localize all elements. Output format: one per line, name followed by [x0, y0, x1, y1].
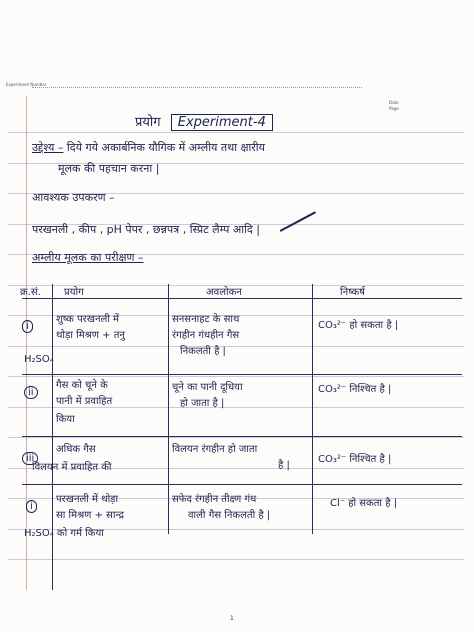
row-number: iii	[22, 452, 38, 465]
row-1-observation-2: रंगहीन गंधहीन गैस	[172, 330, 240, 341]
row-3-observation-1: विलयन रंगहीन हो जाता	[172, 444, 258, 455]
rule-line	[8, 346, 464, 347]
requirements-label: आवश्यक उपकरण –	[32, 191, 115, 204]
row-1-conclusion: CO₃²⁻ हो सकता है |	[318, 320, 399, 331]
row-3-conclusion: CO₃²⁻ निश्चित है |	[318, 454, 392, 465]
row-2-experiment-3: किया	[56, 414, 75, 425]
table-col-divider-1	[52, 284, 53, 590]
row-2-conclusion: CO₃²⁻ निश्चित है |	[318, 384, 392, 395]
row-1-experiment-3: H₂SO₄	[24, 354, 54, 365]
row-number: i	[22, 320, 33, 333]
row-divider-1	[22, 374, 462, 375]
row-4-conclusion: Cl⁻ हो सकता है |	[330, 498, 398, 509]
section-title: अम्लीय मूलक का परीक्षण –	[32, 251, 144, 264]
row-4-experiment-1: परखनली में थोड़ा	[56, 494, 119, 505]
rule-line	[8, 437, 464, 438]
rule-line	[8, 132, 464, 133]
rule-line	[8, 376, 464, 377]
row-number: i	[26, 500, 37, 513]
header-experiment: प्रयोग	[64, 287, 84, 298]
row-4-observation-2: वाली गैस निकलती है |	[188, 510, 271, 521]
aim-line-2: मूलक की पहचान करना |	[58, 162, 160, 175]
row-4-observation-1: सफेद रंगहीन तीक्ष्ण गंध	[172, 494, 257, 505]
aim-label: उद्देश्य –	[32, 141, 64, 154]
date-label: Date	[389, 100, 399, 105]
requirements-items: परखनली , कीप , pH पेपर , छन्नपत्र , स्प्रिट लैम्प आदि |	[32, 223, 260, 236]
row-4-experiment-2: सा मिश्रण + सान्द्र	[56, 510, 124, 521]
row-1-observation-3: निकलती है |	[180, 346, 226, 357]
experiment-number-label: Experiment Number	[6, 82, 47, 87]
row-1-experiment-2: थोड़ा मिश्रण + तनु	[56, 330, 125, 341]
row-1-experiment-1: शुष्क परखनली में	[56, 314, 120, 325]
page-label: Page	[389, 106, 399, 111]
row-3-observation-2: है |	[278, 460, 290, 471]
row-4-experiment-3: H₂SO₄ को गर्म किया	[24, 528, 104, 539]
aim-line-1	[32, 140, 265, 155]
row-divider-2	[22, 436, 462, 437]
row-2-experiment-1: गैस को चूने के	[56, 380, 108, 391]
header-observation: अवलोकन	[206, 287, 242, 298]
aim-text-1: दिये गये अकार्बनिक यौगिक में अम्लीय तथा क्षारीय	[66, 141, 266, 154]
table-col-divider-3	[312, 284, 313, 534]
strike-mark	[280, 211, 316, 231]
row-1-observation-1: सनसनाहट के साथ	[172, 314, 240, 325]
title-english: Experiment-4	[171, 114, 273, 131]
row-3-experiment-2: विलयन में प्रवाहित की	[32, 462, 112, 473]
page-number: 1	[230, 615, 234, 622]
header-serial: क्र.सं.	[20, 287, 41, 298]
title-hindi: प्रयोग	[135, 115, 161, 130]
row-2-experiment-2: पानी में प्रवाहित	[56, 396, 113, 407]
table-top-rule	[22, 298, 462, 299]
row-2-observation-2: हो जाता है |	[180, 398, 225, 409]
header-underline	[32, 87, 362, 88]
row-divider-3	[22, 484, 462, 485]
rule-line	[8, 559, 464, 560]
row-number: ii	[24, 386, 38, 399]
header-conclusion: निष्कर्ष	[340, 287, 365, 298]
table-col-divider-2	[168, 284, 169, 534]
date-page-box	[389, 100, 399, 112]
row-2-observation-1: चूने का पानी दूधिया	[172, 382, 243, 393]
row-3-experiment-1: अधिक गैस	[56, 444, 96, 455]
page-title	[135, 112, 273, 130]
margin-line	[26, 96, 27, 590]
